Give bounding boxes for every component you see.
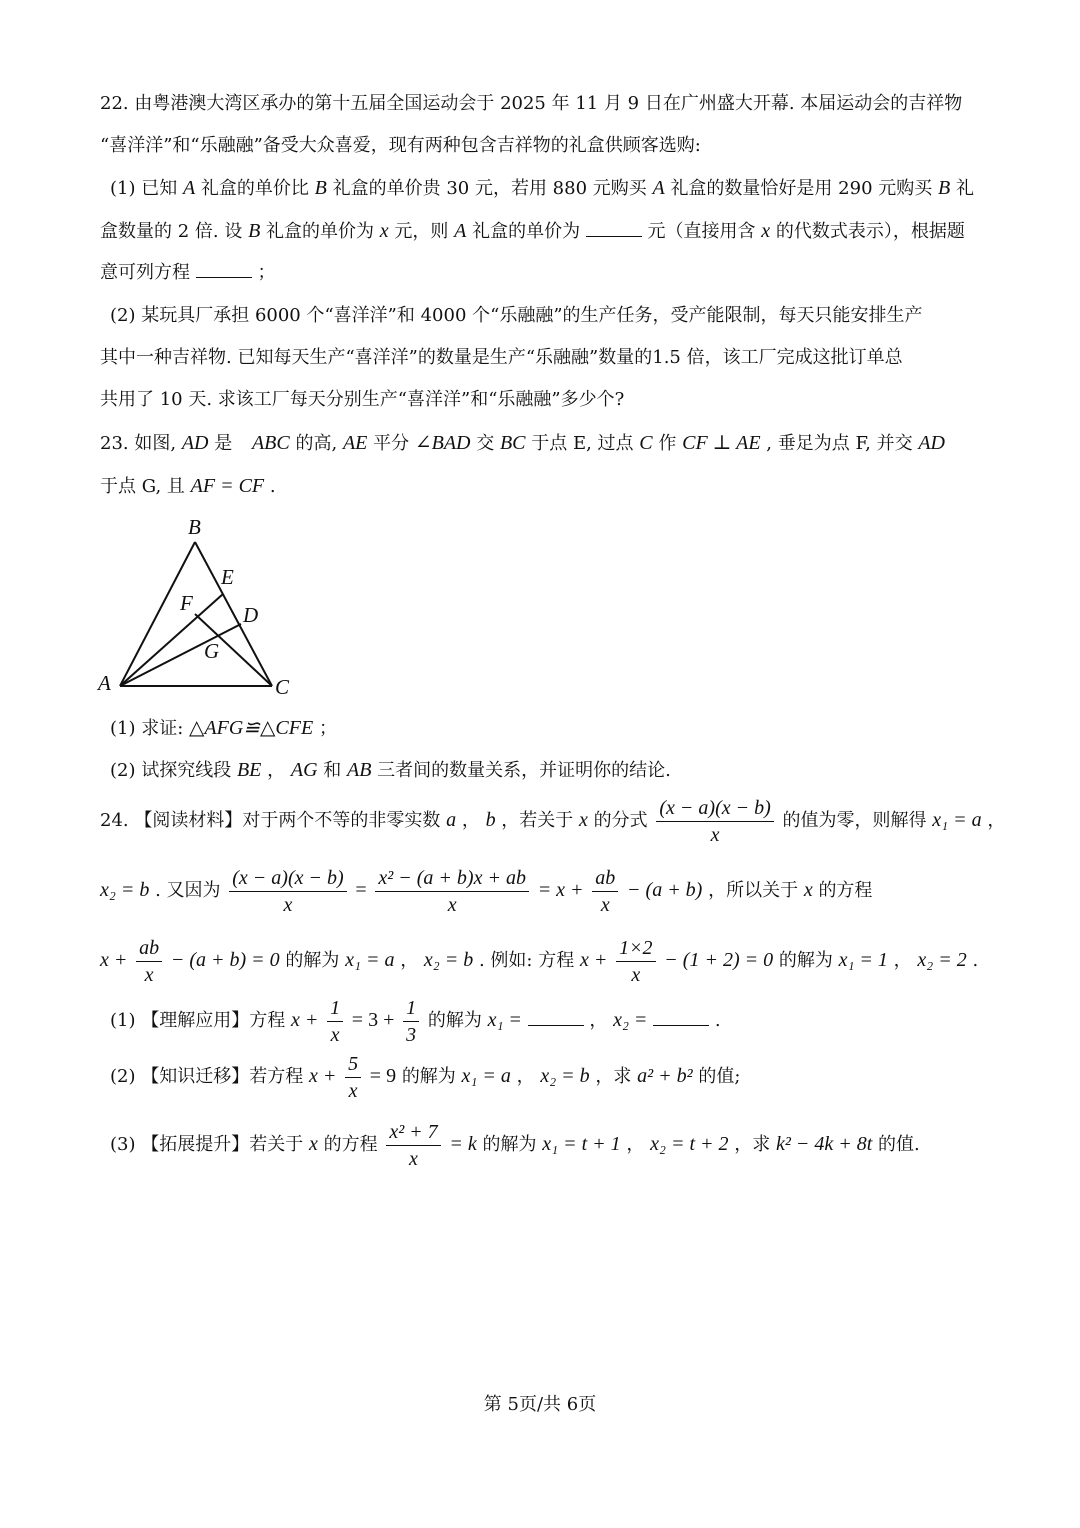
answer-blank[interactable] bbox=[586, 220, 642, 237]
q22-part2-line-1: (2) 某玩具厂承担 6000 个“喜洋洋”和 4000 个“乐融融”的生产任务，受产能限制，每天只能安排生产 bbox=[110, 305, 923, 326]
segment-bc bbox=[195, 542, 272, 686]
fraction: $\frac{1}{x}$ bbox=[327, 997, 343, 1046]
fraction: $\frac{5}{x}$ bbox=[345, 1053, 361, 1102]
q23-line-1: 23. 如图, AD 是 ABC 的高, AE 平分 ∠BAD 交 BC 于点 E, 过点 C 作 CF ⊥ AE , 垂足为点 F, 并交 AD bbox=[100, 432, 945, 454]
q22-part1-line-3: 意可列方程 ； bbox=[100, 262, 276, 283]
q23-part1: (1) 求证: △AFG≌△CFE ； bbox=[110, 717, 337, 739]
q22-intro-line-2: “喜洋洋”和“乐融融”备受大众喜爱，现有两种包含吉祥物的礼盒供顾客选购: bbox=[100, 135, 701, 156]
answer-blank[interactable] bbox=[528, 1009, 584, 1026]
q24-line-1: 24. 【阅读材料】对于两个不等的非零实数 a ， b ，若关于 x 的分式 $\frac{(x - a)(x - b)}{x}$ 的值为零，则解得 x₁ = a ， bbox=[100, 796, 1006, 846]
q22-part1-line-1: (1) 已知 A 礼盒的单价比 B 礼盒的单价贵 30 元，若用 880 元购买 A 礼盒的数量恰好是用 290 元购买 B 礼 bbox=[110, 177, 974, 199]
label-g: G bbox=[204, 639, 220, 663]
label-d: D bbox=[243, 603, 259, 627]
q24-part1: (1) 【理解应用】方程 x + $\frac{1}{x}$ = 3 + $\frac{1}{3}$ 的解为 x₁ = ， x₂ = . bbox=[110, 996, 721, 1046]
label-f: F bbox=[180, 591, 193, 615]
q23-part2: (2) 试探究线段 BE ， AG 和 AB 三者间的数量关系，并证明你的结论. bbox=[110, 759, 671, 781]
q23-line-2: 于点 G, 且 AF = CF . bbox=[100, 475, 276, 497]
fraction: $\frac{\text{x² + 7}}{x}$ bbox=[386, 1121, 440, 1170]
answer-blank[interactable] bbox=[196, 261, 252, 278]
q24-part2: (2) 【知识迁移】若方程 x + $\frac{5}{x}$ = 9 的解为 x₁ = a ， x₂ = b ，求 a² + b² 的值; bbox=[110, 1052, 741, 1102]
q24-line-2: x₂ = b . 又因为 $\frac{(x - a)(x - b)}{x}$ = $\frac{\text{x² − (a + b)x + ab}}{x}$ = x + $\frac{ab}{x}$ − (a + b) ，所以关于 x 的方程 bbox=[100, 866, 873, 916]
fraction: $\frac{\text{x² − (a + b)x + ab}}{x}$ bbox=[375, 867, 529, 916]
label-e: E bbox=[221, 565, 234, 589]
label-c: C bbox=[275, 675, 290, 698]
fraction: $\frac{ab}{x}$ bbox=[136, 937, 162, 986]
fraction: $\frac{(x - a)(x - b)}{x}$ bbox=[656, 797, 773, 846]
fraction: $\frac{ab}{x}$ bbox=[592, 867, 618, 916]
answer-blank[interactable] bbox=[653, 1009, 709, 1026]
q24-part3: (3) 【拓展提升】若关于 x 的方程 $\frac{\text{x² + 7}}{x}$ = k 的解为 x₁ = t + 1 ， x₂ = t + 2 ，求 k² − 4k + 8t 的值. bbox=[110, 1120, 920, 1170]
q24-line-3: x + $\frac{ab}{x}$ − (a + b) = 0 的解为 x₁ = a ， x₂ = b . 例如: 方程 x + $\frac{1\times 2}{x}$ − (1 + 2) = 0 的解为 x₁ = 1 ， x₂ = 2 . bbox=[100, 936, 979, 986]
triangle-figure bbox=[92, 508, 312, 698]
label-a: A bbox=[98, 671, 111, 695]
fraction: $\frac{(x - a)(x - b)}{x}$ bbox=[229, 867, 346, 916]
q22-part1-line-2: 盒数量的 2 倍. 设 B 礼盒的单价为 x 元，则 A 礼盒的单价为 元（直接用含 x 的代数式表示），根据题 bbox=[100, 220, 965, 242]
q22-part2-line-3: 共用了 10 天. 求该工厂每天分别生产“喜洋洋”和“乐融融”多少个? bbox=[100, 389, 625, 410]
page-footer: 第 5页/共 6页 bbox=[483, 1394, 597, 1415]
label-b: B bbox=[188, 515, 201, 539]
q22-part2-line-2: 其中一种吉祥物. 已知每天生产“喜洋洋”的数量是生产“乐融融”数量的1.5 倍，该工厂完成这批订单总 bbox=[100, 347, 903, 368]
q22-intro-line-1: 22. 由粤港澳大湾区承办的第十五届全国运动会于 2025 年 11 月 9 日在广州盛大开幕. 本届运动会的吉祥物 bbox=[100, 93, 963, 114]
fraction: $\frac{1}{3}$ bbox=[403, 997, 419, 1046]
fraction: $\frac{1\times 2}{x}$ bbox=[616, 937, 656, 986]
